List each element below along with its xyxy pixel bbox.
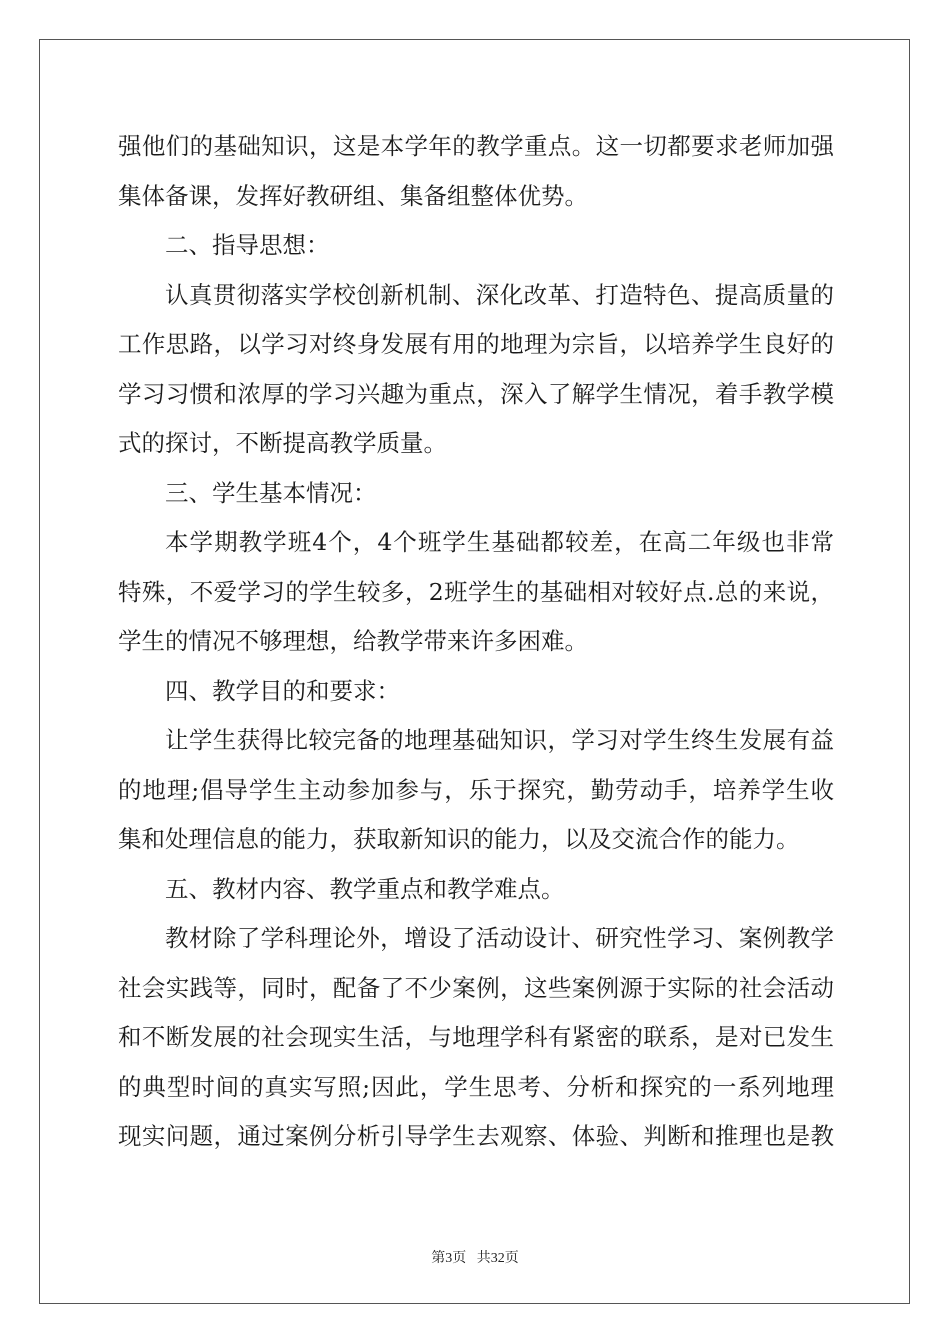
section-heading: 四、教学目的和要求： <box>165 676 400 705</box>
text-line: 式的探讨，不断提高教学质量。 <box>118 429 447 457</box>
text-line: 学习习惯和浓厚的学习兴趣为重点，深入了解学生情况，着手教学模 <box>118 379 834 408</box>
text-line: 社会实践等，同时，配备了不少案例，这些案例源于实际的社会活动 <box>118 973 834 1002</box>
page-total: 共32页 <box>476 1251 519 1266</box>
section-heading: 五、教材内容、教学重点和教学难点。 <box>165 874 565 903</box>
text-line: 学生的情况不够理想，给教学带来许多困难。 <box>118 627 588 655</box>
text-line: 让学生获得比较完备的地理基础知识，学习对学生终生发展有益 <box>165 726 834 754</box>
text-line: 本学期教学班4个，4个班学生基础都较差，在高二年级也非常 <box>165 528 834 556</box>
text-line: 教材除了学科理论外，增设了活动设计、研究性学习、案例教学 <box>165 924 834 952</box>
text-line: 的典型时间的真实写照;因此，学生思考、分析和探究的一系列地理 <box>118 1072 834 1101</box>
page-footer <box>0 1247 950 1267</box>
text-line: 工作思路，以学习对终身发展有用的地理为宗旨，以培养学生良好的 <box>118 330 834 358</box>
page-number: 第3页 <box>431 1251 467 1266</box>
text-line: 的地理;倡导学生主动参加参与，乐于探究，勤劳动手，培养学生收 <box>118 775 834 804</box>
text-line: 特殊，不爱学习的学生较多，2班学生的基础相对较好点.总的来说， <box>118 577 834 606</box>
section-heading: 二、指导思想： <box>165 231 330 259</box>
text-line: 现实问题，通过案例分析引导学生去观察、体验、判断和推理也是教 <box>118 1122 834 1150</box>
text-line: 集体备课，发挥好教研组、集备组整体优势。 <box>118 181 588 210</box>
text-line: 强他们的基础知识，这是本学年的教学重点。这一切都要求老师加强 <box>118 132 834 160</box>
section-heading: 三、学生基本情况： <box>165 478 377 507</box>
text-line: 和不断发展的社会现实生活，与地理学科有紧密的联系，是对已发生 <box>118 1023 834 1051</box>
text-line: 认真贯彻落实学校创新机制、深化改革、打造特色、提高质量的 <box>165 280 834 309</box>
document-body <box>118 122 834 1162</box>
text-line: 集和处理信息的能力，获取新知识的能力，以及交流合作的能力。 <box>118 825 800 853</box>
